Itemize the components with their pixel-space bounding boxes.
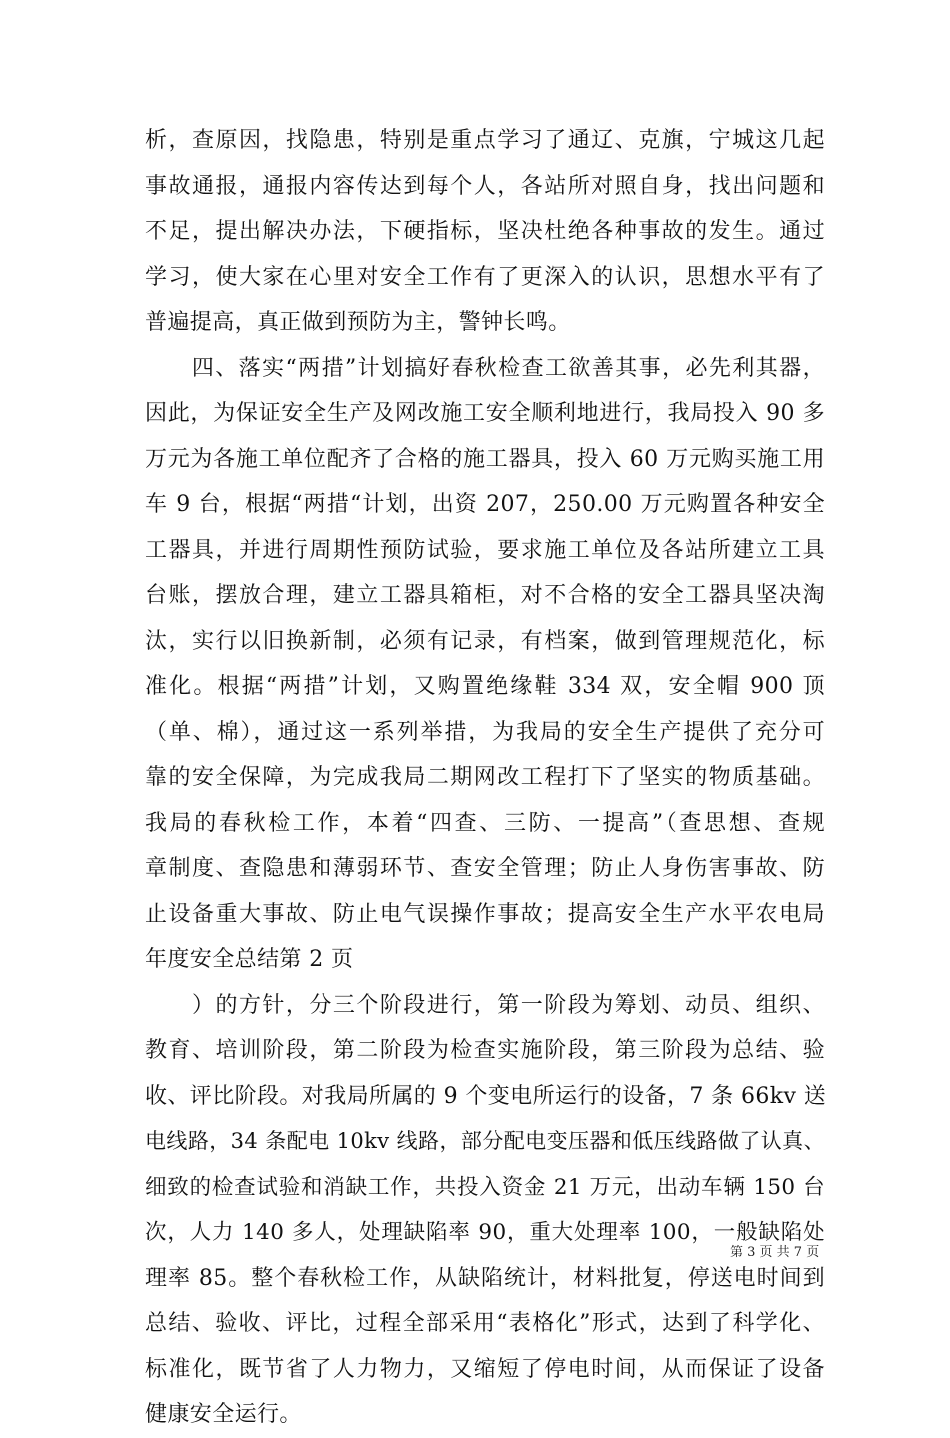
text-line: 万元为各施工单位配齐了合格的施工器具，投入 60 万元购买施工用 xyxy=(145,446,825,472)
text-line: 收、评比阶段。对我局所属的 9 个变电所运行的设备，7 条 66kv 送 xyxy=(145,1083,827,1109)
text-line: 不足，提出解决办法，下硬指标，坚决杜绝各种事故的发生。通过 xyxy=(145,219,825,244)
text-line: 章制度、查隐患和薄弱环节、查安全管理；防止人身伤害事故、防 xyxy=(145,856,825,881)
text-line: 靠的安全保障，为完成我局二期网改工程打下了坚实的物质基础。 xyxy=(145,765,825,790)
page-footer: 第 3 页 共 7 页 xyxy=(730,1245,820,1260)
text-line: 台账，摆放合理，建立工器具箱柜，对不合格的安全工器具坚决淘 xyxy=(145,583,825,608)
text-line: 车 9 台，根据“两措“计划，出资 207，250.00 万元购置各种安全 xyxy=(145,492,825,517)
text-line: 因此，为保证安全生产及网改施工安全顺利地进行，我局投入 90 多 xyxy=(145,401,825,426)
text-line: 教育、培训阶段，第二阶段为检查实施阶段，第三阶段为总结、验 xyxy=(145,1038,825,1063)
text-line: 理率 85。整个春秋检工作，从缺陷统计，材料批复，停送电时间到 xyxy=(145,1265,825,1291)
text-line: 总结、验收、评比，过程全部采用“表格化”形式，达到了科学化、 xyxy=(145,1311,825,1336)
text-line: 次，人力 140 多人，处理缺陷率 90，重大处理率 100，一般缺陷处 xyxy=(145,1220,825,1245)
text-line: 止设备重大事故、防止电气误操作事故；提高安全生产水平农电局 xyxy=(145,901,825,927)
text-line: 电线路，34 条配电 10kv 线路，部分配电变压器和低压线路做了认真、 xyxy=(145,1129,825,1153)
text-line: 汰，实行以旧换新制，必须有记录，有档案，做到管理规范化，标 xyxy=(145,628,825,654)
text-line: 四、落实“两措”计划搞好春秋检查工欲善其事，必先利其器， xyxy=(145,355,825,381)
text-line: 事故通报，通报内容传达到每个人，各站所对照自身，找出问题和 xyxy=(145,173,825,199)
text-line: 学习，使大家在心里对安全工作有了更深入的认识，思想水平有了 xyxy=(145,264,825,290)
text-line: 健康安全运行。 xyxy=(145,1402,302,1427)
text-line: 普遍提高，真正做到预防为主，警钟长鸣。 xyxy=(145,310,571,335)
text-line: 工器具，并进行周期性预防试验，要求施工单位及各站所建立工具 xyxy=(145,537,825,563)
text-line: 准化。根据“两措”计划，又购置绝缘鞋 334 双，安全帽 900 顶 xyxy=(145,674,825,699)
text-line: （单、棉），通过这一系列举措，为我局的安全生产提供了充分可 xyxy=(145,719,825,745)
text-line: 年度安全总结第 2 页 xyxy=(145,947,354,972)
body-text xyxy=(145,118,825,1438)
text-line: 我局的春秋检工作，本着“四查、三防、一提高”（查思想、查规 xyxy=(145,810,825,836)
text-line: ）的方针，分三个阶段进行，第一阶段为筹划、动员、组织、 xyxy=(145,992,825,1018)
text-line: 标准化，既节省了人力物力，又缩短了停电时间，从而保证了设备 xyxy=(145,1356,825,1382)
text-line: 析，查原因，找隐患，特别是重点学习了通辽、克旗，宁城这几起 xyxy=(145,128,825,153)
text-line: 细致的检查试验和消缺工作，共投入资金 21 万元，出动车辆 150 台 xyxy=(145,1174,825,1200)
